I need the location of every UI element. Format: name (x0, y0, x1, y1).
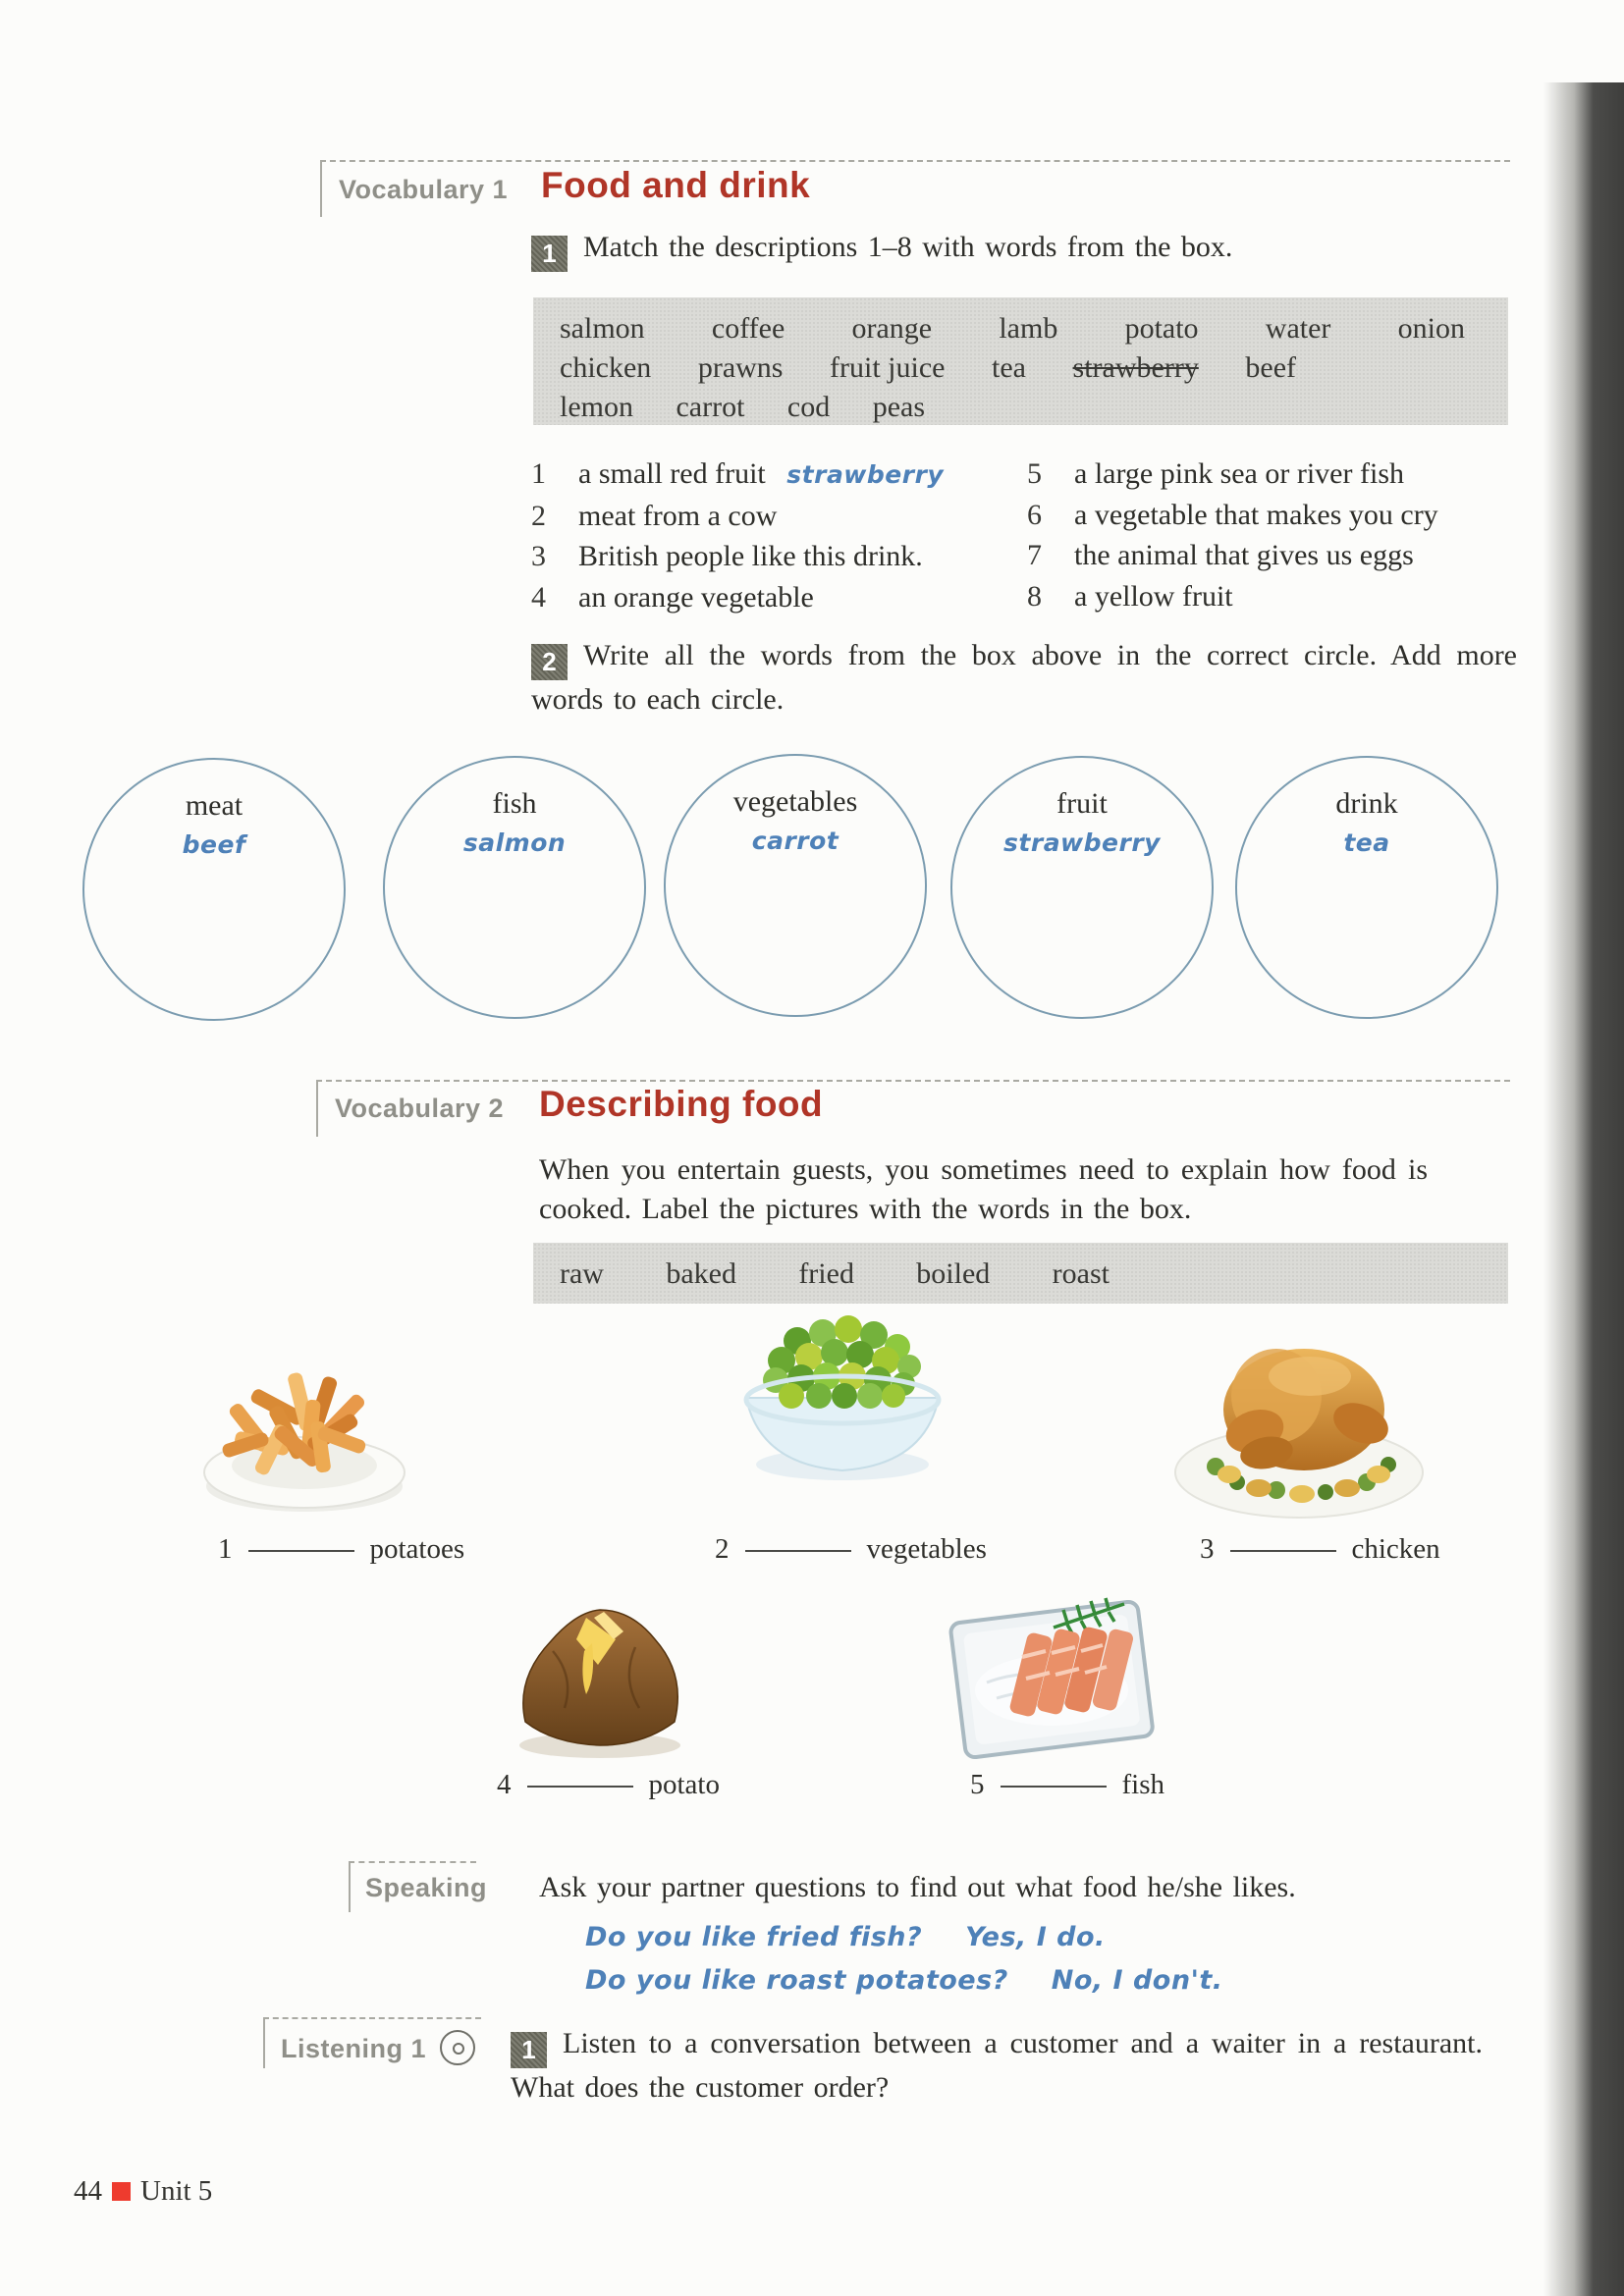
handwritten-answer: carrot (751, 827, 839, 855)
cd-audio-icon (440, 2030, 475, 2065)
answer-blank-line (1230, 1548, 1336, 1552)
section-divider (316, 1080, 1510, 1082)
word: chicken (560, 351, 652, 384)
match-item (531, 454, 944, 496)
category-circle-meat (82, 758, 346, 1021)
picture-label-4 (497, 1769, 720, 1801)
speaking-example-1 (585, 1922, 1106, 1952)
section-divider (263, 2017, 481, 2019)
match-item (1027, 454, 1438, 495)
word: water (1265, 312, 1331, 345)
answer-blank-line (248, 1548, 354, 1552)
item-number: 1 (531, 457, 546, 490)
page-number: 44 (74, 2175, 102, 2207)
section-tick (316, 1080, 318, 1137)
handwritten-answer: tea (1343, 828, 1390, 857)
word: raw (560, 1257, 604, 1290)
match-item (531, 536, 944, 577)
word: orange (851, 312, 933, 345)
picture-number: 1 (218, 1533, 233, 1565)
circle-label: fruit (1056, 787, 1108, 820)
vocabulary2-intro: When you entertain guests, you sometimes need to explain how food is cooked. Label the pictures with the words in the box. (539, 1153, 1428, 1225)
listening-instruction: Listen to a conversation between a customer and a waiter in a restaurant. What does the customer order? (511, 2027, 1483, 2104)
section-divider (320, 160, 1510, 162)
section-divider (349, 1861, 476, 1863)
picture-number: 3 (1200, 1533, 1215, 1565)
category-circle-drink (1235, 756, 1498, 1019)
chips-illustration (191, 1313, 417, 1520)
exercise2-instruction-row (531, 636, 1517, 720)
word: lamb (999, 312, 1058, 345)
match-item (531, 496, 944, 537)
word: salmon (560, 312, 645, 345)
page-title-describing-food: Describing food (539, 1084, 824, 1124)
word-box-row (560, 309, 1465, 348)
circle-label: drink (1335, 787, 1398, 820)
listening-instruction-row (511, 2024, 1483, 2108)
speaking-instruction: Ask your partner questions to find out what food he/she likes. (539, 1871, 1296, 1903)
match-item (1027, 495, 1438, 536)
match-item (531, 577, 944, 618)
sprouts-illustration (729, 1272, 956, 1486)
word: lemon (560, 391, 633, 423)
picture-label-3 (1200, 1533, 1440, 1566)
word: roast (1052, 1257, 1110, 1290)
circle-label: vegetables (732, 785, 858, 818)
section-label-vocabulary-1: Vocabulary 1 (339, 175, 509, 204)
sashimi-illustration (928, 1573, 1175, 1769)
item-text: a small red fruit (578, 457, 766, 490)
match-list-right (1027, 454, 1438, 616)
category-circle-fish (383, 756, 646, 1019)
word: potato (1124, 312, 1199, 345)
answer-blank-line (1001, 1784, 1107, 1788)
item-number: 5 (1027, 457, 1042, 490)
word: fried (798, 1257, 854, 1290)
section-tick (320, 160, 322, 217)
item-text: British people like this drink. (578, 540, 923, 572)
picture-word: vegetables (866, 1533, 987, 1565)
picture-label-2 (715, 1533, 987, 1566)
circle-label: fish (492, 787, 537, 820)
handwritten-answer: salmon (462, 828, 567, 857)
item-text: the animal that gives us eggs (1074, 539, 1414, 571)
item-number: 4 (531, 580, 546, 614)
exercise-number-badge: 1 (511, 2032, 547, 2068)
section-tick (349, 1861, 351, 1912)
item-text: a vegetable that makes you cry (1074, 498, 1438, 531)
picture-number: 5 (970, 1769, 985, 1800)
word-box-row (560, 348, 1296, 388)
word: baked (666, 1257, 736, 1290)
unit-marker-square-icon (112, 2182, 131, 2201)
exercise2-instruction: Write all the words from the box above in the correct circle. Add more words to each circle. (531, 639, 1517, 716)
handwritten-answer: beef (182, 830, 246, 859)
word-box-row (560, 388, 925, 427)
match-list-left (531, 454, 944, 617)
listening-header (281, 2030, 475, 2065)
word: beef (1245, 351, 1296, 384)
match-item (1027, 535, 1438, 576)
handwritten-answer: strawberry (786, 460, 945, 489)
item-number: 2 (531, 499, 546, 532)
section-label-speaking: Speaking (365, 1873, 488, 1902)
picture-word: potatoes (369, 1533, 465, 1565)
picture-number: 2 (715, 1533, 730, 1565)
word: peas (872, 391, 925, 423)
item-number: 8 (1027, 579, 1042, 613)
word-box-food (533, 297, 1508, 425)
word: boiled (916, 1257, 991, 1290)
circle-label: meat (185, 789, 244, 822)
item-text: meat from a cow (578, 499, 778, 532)
exercise-number-badge: 1 (531, 236, 568, 272)
word: onion (1397, 312, 1465, 345)
item-text: a large pink sea or river fish (1074, 457, 1404, 490)
page-footer (74, 2175, 212, 2208)
photo-roast-chicken (1161, 1302, 1437, 1534)
category-circle-fruit (950, 756, 1214, 1019)
category-circle-vegetables (664, 754, 927, 1017)
baked-potato-illustration (496, 1582, 704, 1767)
photo-plate-of-chips (191, 1313, 417, 1524)
example-question: Do you like roast potatoes? (585, 1965, 1008, 1996)
item-text: a yellow fruit (1074, 579, 1233, 613)
word: cod (786, 391, 831, 423)
exercise1-instruction-row (531, 228, 1232, 272)
word: coffee (711, 312, 785, 345)
example-question: Do you like fried fish? (585, 1922, 923, 1952)
speaking-example-2 (585, 1965, 1223, 1996)
picture-word: chicken (1351, 1533, 1440, 1565)
example-answer: No, I don't. (1051, 1965, 1223, 1996)
word: fruit juice (830, 351, 946, 384)
item-number: 3 (531, 540, 546, 572)
answer-blank-line (745, 1548, 851, 1552)
exercise-number-badge: 2 (531, 644, 568, 680)
exercise1-instruction: Match the descriptions 1–8 with words from the box. (583, 231, 1233, 263)
item-number: 7 (1027, 539, 1042, 571)
picture-number: 4 (497, 1769, 512, 1800)
roast-chicken-illustration (1161, 1302, 1437, 1529)
section-label-vocabulary-2: Vocabulary 2 (335, 1094, 505, 1123)
example-answer: Yes, I do. (965, 1922, 1106, 1952)
unit-label: Unit 5 (140, 2175, 213, 2207)
picture-word: potato (648, 1769, 720, 1800)
word: carrot (676, 391, 745, 423)
picture-label-5 (970, 1769, 1164, 1801)
photo-raw-fish-sashimi (928, 1573, 1175, 1774)
match-item (1027, 576, 1438, 617)
word: tea (992, 351, 1026, 384)
photo-bowl-of-sprouts (729, 1272, 956, 1491)
section-tick (263, 2017, 265, 2068)
word-struck-through: strawberry (1072, 351, 1199, 384)
page-edge-shadow (1543, 82, 1624, 2296)
picture-word: fish (1121, 1769, 1164, 1800)
item-text: an orange vegetable (578, 580, 814, 614)
section-label-listening-1: Listening 1 (281, 2034, 427, 2063)
page-title-food-and-drink: Food and drink (541, 165, 811, 205)
photo-baked-potato (496, 1582, 704, 1772)
item-number: 6 (1027, 498, 1042, 531)
word-box-cooking (533, 1243, 1508, 1304)
handwritten-answer: strawberry (1003, 828, 1161, 857)
picture-label-1 (218, 1533, 464, 1566)
answer-blank-line (527, 1784, 633, 1788)
word: prawns (697, 351, 784, 384)
